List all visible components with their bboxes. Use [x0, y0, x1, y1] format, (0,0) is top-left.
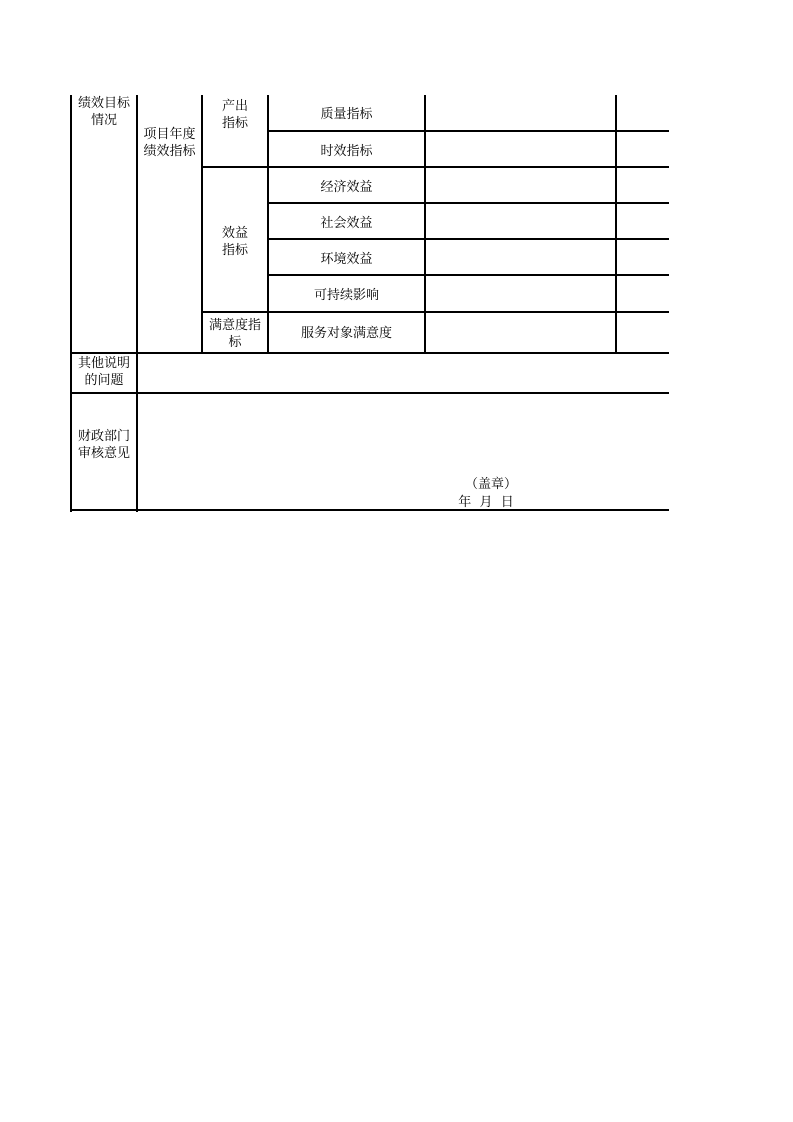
- indicator-row-name: 可持续影响: [313, 288, 379, 303]
- border-goal-section-bottom: [70, 352, 669, 354]
- finance-review-label-line1: 财政部门: [77, 429, 130, 444]
- goal-section-label-line2: 情况: [90, 113, 117, 128]
- other-notes-label-line2: 的问题: [84, 373, 124, 388]
- border-notes-bottom: [70, 392, 669, 394]
- satisfaction-indicator-label-line1: 满意度指: [208, 318, 261, 333]
- output-indicator-label-line2: 指标: [221, 116, 248, 131]
- other-notes-label-line1: 其他说明: [77, 356, 130, 371]
- border-col4: [424, 95, 426, 354]
- border-output-bottom: [201, 166, 669, 168]
- goal-section-label-line1: 绩效目标: [77, 96, 130, 111]
- benefit-indicator-label-line2: 指标: [221, 243, 248, 258]
- finance-review-label-line2: 审核意见: [77, 446, 130, 461]
- indicator-row-name: 社会效益: [320, 216, 373, 231]
- indicator-row-name: 环境效益: [320, 252, 373, 267]
- output-indicator-label-line1: 产出: [221, 99, 248, 114]
- benefit-indicator-label-line1: 效益: [221, 226, 248, 241]
- indicator-row-name: 服务对象满意度: [300, 326, 392, 341]
- border-row-economic-bottom: [267, 202, 669, 204]
- satisfaction-indicator-label-line2: 标: [228, 335, 242, 350]
- date-line: 年 月 日: [458, 495, 514, 510]
- border-row-environment-bottom: [267, 274, 669, 276]
- indicator-group-label-line2: 绩效指标: [143, 144, 196, 159]
- indicator-row-name: 质量指标: [320, 107, 373, 122]
- border-col5: [615, 95, 617, 354]
- border-row-social-bottom: [267, 238, 669, 240]
- border-benefit-bottom: [201, 311, 669, 313]
- seal-text: （盖章）: [464, 477, 517, 492]
- border-row-quality-bottom: [267, 130, 669, 132]
- indicator-row-name: 经济效益: [320, 180, 373, 195]
- indicator-group-label-line1: 项目年度: [143, 127, 196, 142]
- indicator-row-name: 时效指标: [320, 144, 373, 159]
- border-table-bottom: [70, 509, 669, 511]
